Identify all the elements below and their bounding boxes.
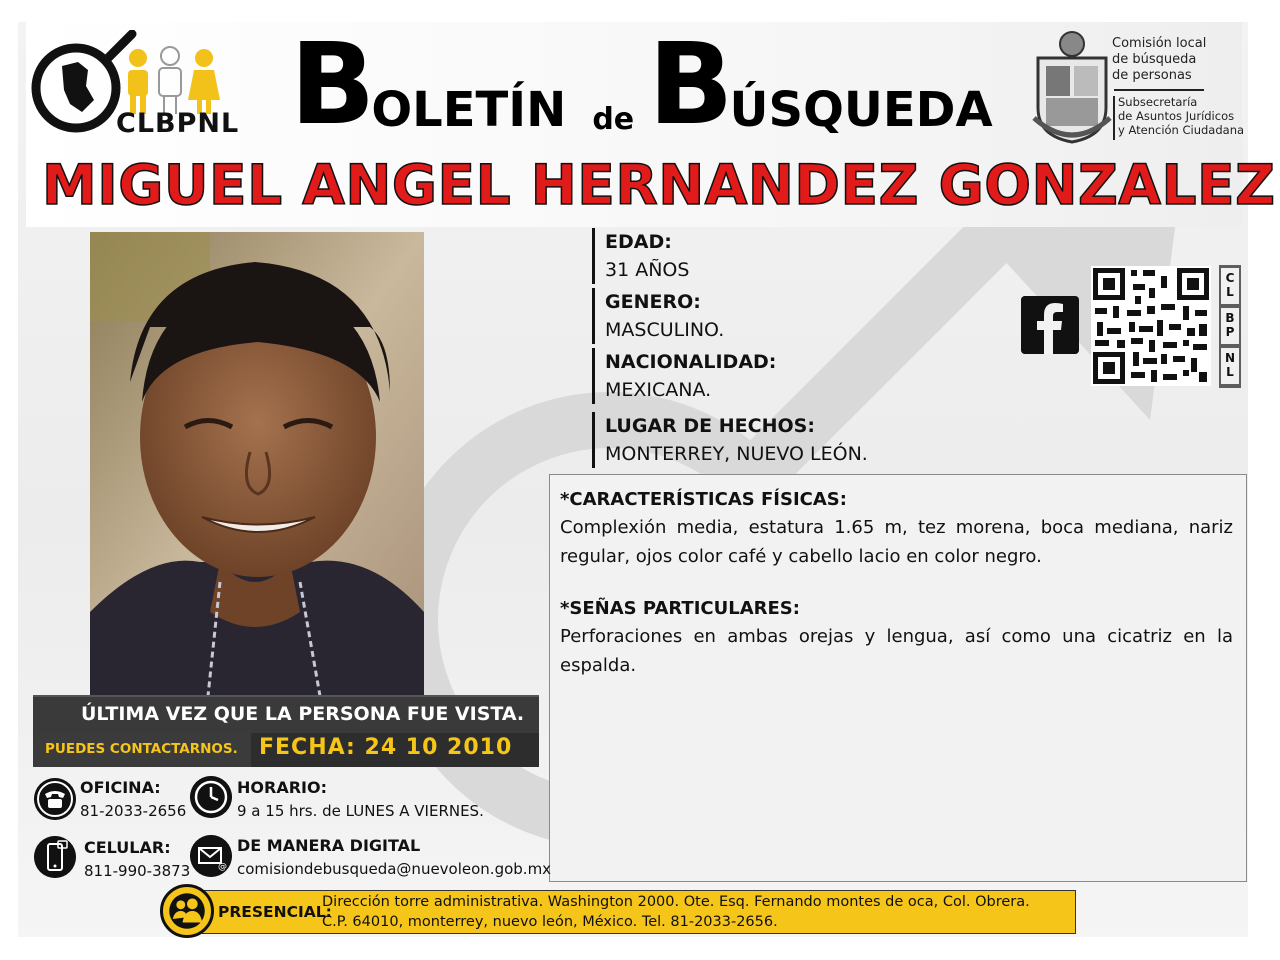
digital-label: DE MANERA DIGITAL — [237, 836, 421, 855]
last-seen-bar — [33, 695, 539, 733]
description-box — [549, 474, 1247, 882]
missing-person-photo — [90, 232, 424, 696]
subsecretaria-line: Subsecretaría — [1118, 95, 1198, 109]
title-rest: OLETÍN — [371, 82, 567, 138]
contact-us-label: PUEDES CONTACTARNOS. — [45, 741, 238, 757]
commission-line: de personas — [1112, 68, 1192, 83]
title-connector: de — [592, 102, 635, 137]
facebook-icon[interactable] — [1021, 296, 1079, 354]
presencial-address — [322, 892, 1072, 932]
location-field — [592, 412, 992, 468]
nationality-label: NACIONALIDAD: — [605, 351, 777, 373]
address-line: C.P. 64010, monterrey, nuevo león, México. Tel. 81-2033-2656. — [322, 914, 778, 930]
title-word-boletin — [290, 20, 567, 150]
commission-divider — [1114, 89, 1204, 91]
title-initial: B — [648, 20, 730, 150]
cell-label: CELULAR: — [84, 838, 171, 857]
email-address[interactable]: comisiondebusqueda@nuevoleon.gob.mx — [237, 860, 552, 878]
commission-line: Comisión local — [1112, 36, 1207, 51]
hours-value: 9 a 15 hrs. de LUNES A VIERNES. — [237, 802, 484, 820]
distinguishing-marks-text: Perforaciones en ambas orejas y lengua, así como una cicatriz en la espalda. — [560, 626, 1233, 676]
last-seen-date: FECHA: 24 10 2010 — [259, 735, 513, 760]
age-value: 31 AÑOS — [605, 259, 690, 281]
svg-text:@: @ — [218, 862, 227, 872]
contact-date-row — [33, 733, 539, 767]
people-icon — [160, 884, 214, 938]
age-field — [592, 228, 992, 284]
last-seen-title: ÚLTIMA VEZ QUE LA PERSONA FUE VISTA. — [81, 703, 525, 725]
commission-name — [1112, 36, 1242, 84]
state-seal-icon — [1030, 28, 1114, 146]
mobile-phone-icon — [34, 836, 76, 878]
office-label: OFICINA: — [80, 778, 161, 797]
email-icon — [190, 835, 232, 877]
subsecretaria-line: y Atención Ciudadana — [1118, 123, 1245, 137]
address-line: Dirección torre administrativa. Washington 2000. Ote. Esq. Fernando montes de oca, Col. Obrera. — [322, 894, 1030, 910]
presencial-label: PRESENCIAL: — [218, 903, 332, 921]
location-value: MONTERREY, NUEVO LEÓN. — [605, 443, 868, 465]
clock-icon — [190, 776, 232, 818]
subsecretaria-name — [1118, 95, 1248, 137]
title-initial: B — [290, 20, 372, 150]
gender-value: MASCULINO. — [605, 319, 725, 341]
hours-label: HORARIO: — [237, 778, 327, 797]
nationality-field — [592, 348, 992, 404]
phone-icon — [34, 778, 76, 820]
logo-text: CLBPNL — [116, 108, 240, 139]
missing-person-name: MIGUEL ANGEL HERNANDEZ GONZALEZ — [42, 153, 1276, 217]
contact-tag — [33, 733, 251, 767]
qr-code-icon[interactable] — [1091, 266, 1211, 386]
side-letter-pair: C L — [1221, 268, 1239, 304]
physical-features-heading: *CARACTERÍSTICAS FÍSICAS: — [560, 489, 847, 510]
age-label: EDAD: — [605, 231, 672, 253]
cell-phone: 811-990-3873 — [84, 862, 191, 880]
location-label: LUGAR DE HECHOS: — [605, 415, 815, 437]
side-letter-pair: B P — [1221, 308, 1239, 344]
side-letters-strip — [1219, 265, 1241, 388]
subsecretaria-line: de Asuntos Jurídicos — [1118, 109, 1235, 123]
bulletin-title — [290, 20, 993, 150]
side-letter-pair: N L — [1221, 348, 1239, 384]
title-rest: ÚSQUEDA — [729, 82, 993, 138]
nationality-value: MEXICANA. — [605, 379, 712, 401]
gender-field — [592, 288, 992, 344]
title-word-busqueda — [648, 20, 993, 150]
commission-line: de búsqueda — [1112, 52, 1197, 67]
gender-label: GENERO: — [605, 291, 701, 313]
subsecretaria-divider — [1113, 96, 1115, 140]
office-phone: 81-2033-2656 — [80, 802, 187, 820]
distinguishing-marks-heading: *SEÑAS PARTICULARES: — [560, 598, 800, 619]
description-spacer — [560, 571, 1233, 596]
physical-features-text: Complexión media, estatura 1.65 m, tez morena, boca mediana, nariz regular, ojos color café y cabello lacio en color negro. — [560, 517, 1233, 567]
